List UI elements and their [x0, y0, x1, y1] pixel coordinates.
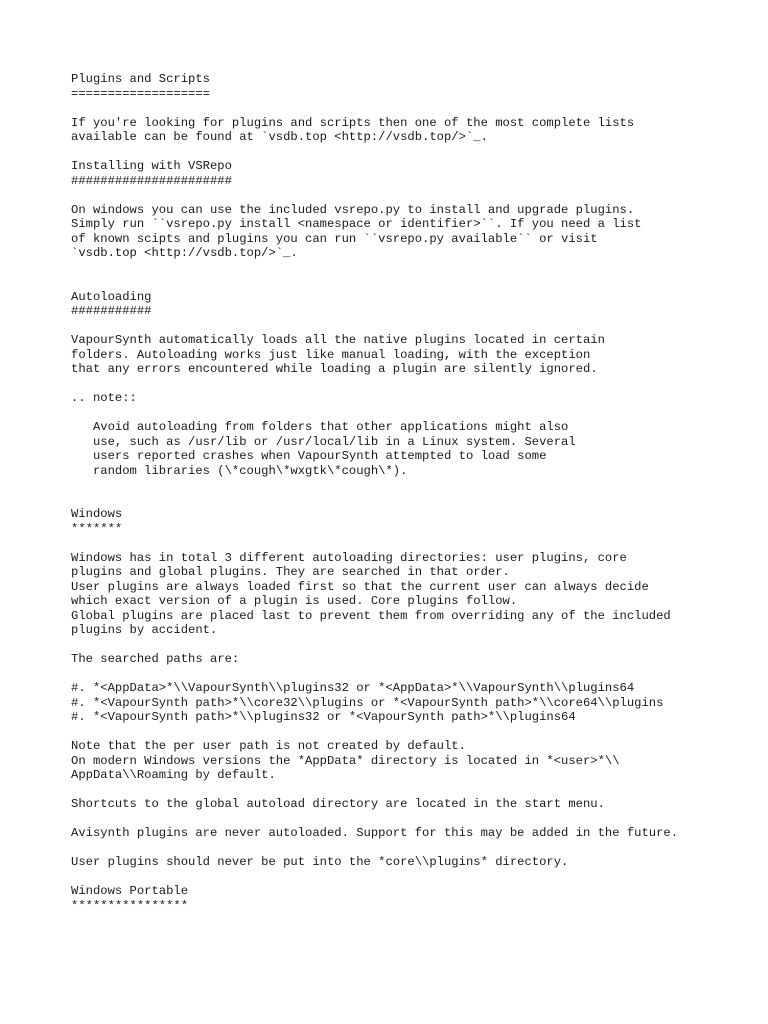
text-line — [71, 319, 751, 334]
text-line: .. note:: — [71, 391, 137, 405]
text-line: #. *<VapourSynth path>*\\core32\\plugins or *<VapourSynth path>*\\core64\\plugins — [71, 695, 664, 710]
text-line: Autoloading — [71, 289, 152, 304]
text-line: The searched paths are: — [71, 652, 240, 666]
text-line: AppData\\Roaming by default. — [71, 768, 276, 782]
text-line: User plugins are always loaded first so that the current user can always decide — [71, 579, 649, 594]
text-line: which exact version of a plugin is used. Core plugins follow. — [71, 594, 518, 608]
text-line: Windows Portable — [71, 884, 189, 898]
text-line: available can be found at `vsdb.top <http://vsdb.top/>`_. — [71, 130, 488, 144]
text-line: Windows — [71, 507, 123, 521]
text-line: VapourSynth automatically loads all the native plugins located in certain — [71, 333, 605, 347]
text-line: plugins by accident. — [71, 623, 218, 637]
text-line: User plugins should never be put into the *core\\plugins* directory. — [71, 855, 569, 869]
document-text — [71, 72, 751, 913]
text-line: users reported crashes when VapourSynth attempted to load some — [71, 449, 547, 463]
text-line — [71, 101, 751, 116]
text-line — [71, 145, 751, 160]
text-line — [71, 870, 751, 885]
text-line: `vsdb.top <http://vsdb.top/>`_. — [71, 246, 298, 260]
text-line: On modern Windows versions the *AppData* directory is located in *<user>*\\ — [71, 753, 620, 768]
text-line — [71, 725, 751, 740]
text-line: Simply run ``vsrepo.py install <namespace or identifier>``. If you need a list — [71, 217, 642, 231]
text-line: Avoid autoloading from folders that other applications might also — [71, 420, 569, 434]
text-line: of known scipts and plugins you can run ``vsrepo.py available`` or visit — [71, 231, 598, 246]
text-line: Windows has in total 3 different autoloading directories: user plugins, core — [71, 550, 627, 565]
text-line: #. *<VapourSynth path>*\\plugins32 or *<VapourSynth path>*\\plugins64 — [71, 710, 576, 724]
text-line — [71, 478, 751, 493]
text-line — [71, 841, 751, 856]
text-line: **************** — [71, 898, 189, 913]
text-line: If you're looking for plugins and scripts then one of the most complete lists — [71, 115, 635, 130]
text-line: ******* — [71, 521, 123, 536]
text-line: folders. Autoloading works just like manual loading, with the exception — [71, 347, 591, 362]
text-line: use, such as /usr/lib or /usr/local/lib in a Linux system. Several — [71, 434, 576, 449]
text-line: Shortcuts to the global autoload directory are located in the start menu. — [71, 797, 605, 811]
text-line: random libraries (\*cough\*wxgtk\*cough\*). — [71, 463, 408, 478]
text-line: ########### — [71, 304, 152, 318]
text-line: that any errors encountered while loading a plugin are silently ignored. — [71, 362, 598, 376]
text-line — [71, 275, 751, 290]
text-line — [71, 377, 751, 392]
text-line — [71, 667, 751, 682]
text-line: #. *<AppData>*\\VapourSynth\\plugins32 or *<AppData>*\\VapourSynth\\plugins64 — [71, 681, 635, 695]
text-line — [71, 783, 751, 798]
text-line — [71, 493, 751, 508]
text-line — [71, 812, 751, 827]
text-line: =================== — [71, 86, 210, 101]
text-line — [71, 406, 751, 421]
text-line: ###################### — [71, 173, 232, 188]
text-line: On windows you can use the included vsrepo.py to install and upgrade plugins. — [71, 202, 635, 217]
text-line — [71, 638, 751, 653]
text-line: Plugins and Scripts — [71, 72, 210, 86]
text-line — [71, 188, 751, 203]
text-line: Avisynth plugins are never autoloaded. Support for this may be added in the future. — [71, 826, 679, 840]
text-line — [71, 536, 751, 551]
text-line — [71, 261, 751, 276]
text-line: Note that the per user path is not created by default. — [71, 739, 466, 753]
text-line: Global plugins are placed last to prevent them from overriding any of the included — [71, 608, 671, 623]
text-line: Installing with VSRepo — [71, 159, 232, 173]
text-line: plugins and global plugins. They are searched in that order. — [71, 565, 510, 579]
